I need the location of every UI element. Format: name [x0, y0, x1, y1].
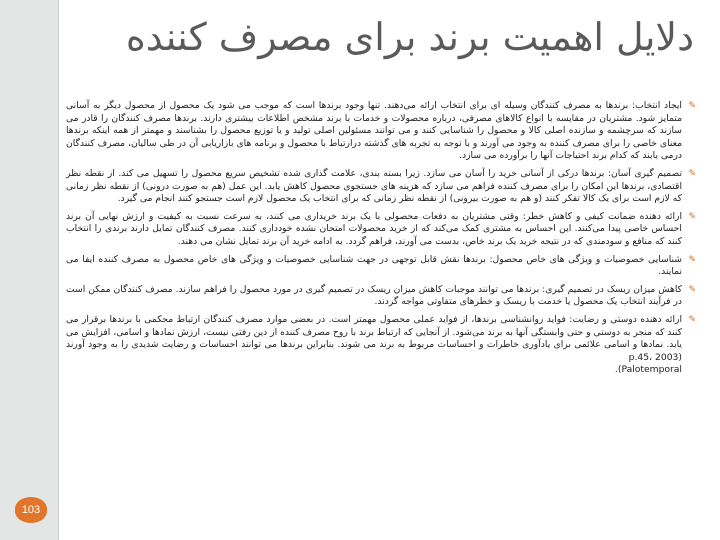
list-item — [66, 168, 696, 206]
citation: Palotemporal). — [614, 364, 682, 376]
side-bar-divider — [58, 0, 59, 540]
list-item-text: کاهش میزان ریسک در تصمیم گیری: برندها می توانند موجبات کاهش میزان ریسک در تصمیم گیری در مورد محصول را فراهم سازند. مصرف کنندگان ممکن است در فرآیند انتخاب یک محصول یا خدمت با ریسک و خطرهای متفاوتی مواجه گردند. — [66, 283, 682, 308]
pencil-bullet-icon: ✎ — [688, 101, 696, 111]
list-item — [66, 254, 696, 279]
list-item — [66, 314, 696, 377]
list-item-text: ایجاد انتخاب: برندها به مصرف کنندگان وسیله ای برای انتخاب ارائه می‌دهند. تنها وجود برندها است که موجب می شود یک محصول از محصول دیگر به آسانی متمایز شود. مشتریان در مقایسه با انواع کالاهای مصرفی، درباره محصولات و خدمات با برند مشخص اطلاعات بیشتری دارند. برندها مصرف کنندگان را قادر می سازند که سرچشمه و سازنده اصلی کالا و محصول را شناسایی کنند و می توانند مسئولین اصلی تولید و یا توزیع محصول را بشناسند و مهمتر از همه اینکه برندها معنای خاصی را برای مصرف کننده به وجود می آورند و با توجه به تجربه های گذشته درارتباط با محصول و برنامه های بازاریابی آن در طی سالیان، مصرف کنندگان درمی یابند که کدام برند احتیاجات آنها را برآورده می سازد. — [66, 100, 682, 162]
pencil-bullet-icon: ✎ — [688, 254, 696, 265]
page-number-badge: 103 — [15, 497, 47, 523]
list-item — [66, 100, 696, 163]
left-side-bar — [0, 0, 58, 540]
list-item-text: ارائه دهنده ضمانت کیفی و کاهش خطر: وقتی مشتریان به دفعات محصولی با یک برند خریداری می کنند، به سرعت نسبت به کیفیت و ارزش نهایی آن برند احساس خاصی پیدا می‌کنند. این احساس به مشتری کمک می‌کند که از خرید محصولات امتحان نشده خودداری کنند. مصرف کنندگان تمایل دارند برندی را انتخاب کنند که منافع و سودمندی که در نتیجه خرید یک برند خاص، بدست می آورند، فراهم گردد. به ادامه خرید آن برند تمایل نشان می دهند. — [66, 210, 682, 247]
list-item-text: شناسایی خصوصیات و ویژگی های خاص محصول: برندها نقش قابل توجهی در جهت شناسایی خصوصیات و ویژگی های خاص محصول به مصرف کننده ایفا می نمایند. — [66, 253, 682, 278]
slide-title: دلایل اهمیت برند برای مصرف کننده — [125, 15, 694, 59]
pencil-bullet-icon: ✎ — [688, 168, 696, 179]
list-item-text: ارائه دهنده دوستی و رضایت: فواید روانشناسی برندها، از فواید عملی محصول مهمتر است. در بعضی موارد مصرف کنندگان ارتباط محکمی با برندها برقرار می کنند که منجر به دوستی و حتی وابستگی آنها به برند می‌شود. از آنجایی که ارتباط برند با روح مصرف کننده از دین رفتی نیست، ارزش نمادها و اسامی، افزایش می یابد. نمادها و اسامی علائمی برای یادآوری خاطرات و احساسات مربوط به برند می شوند. بنابراین برندها می توانند احساسات و رضایت شدیدی را به وجود آورند (2003 ،p.45 — [65, 313, 682, 363]
list-item — [66, 211, 696, 249]
list-item-text: تصمیم گیری آسان: برندها درکی از آسانی خرید را آسان می سازد. زیرا بسته بندی، علامت گذاری شده تشخیص سریع محصول را تسهیل می کند. از نقطه نظر اقتصادی، برندها این امکان را برای مصرف کننده فراهم می سازد که هزینه های جستجوی محصول کاهش یابد. این عمل (هم به صورت درونی) از نقطه نظر زمانی که لازم است برای یک کالا تفکر کنند (و هم به صورت بیرونی) از نقطه نظر زمانی که برای انتخاب یک محصول لازم است جستجو کنند انجام می گیرد. — [66, 167, 682, 205]
list-item — [66, 284, 696, 309]
pencil-bullet-icon: ✎ — [688, 314, 696, 325]
bullet-list — [66, 100, 696, 382]
pencil-bullet-icon: ✎ — [688, 211, 696, 222]
pencil-bullet-icon: ✎ — [688, 284, 696, 295]
